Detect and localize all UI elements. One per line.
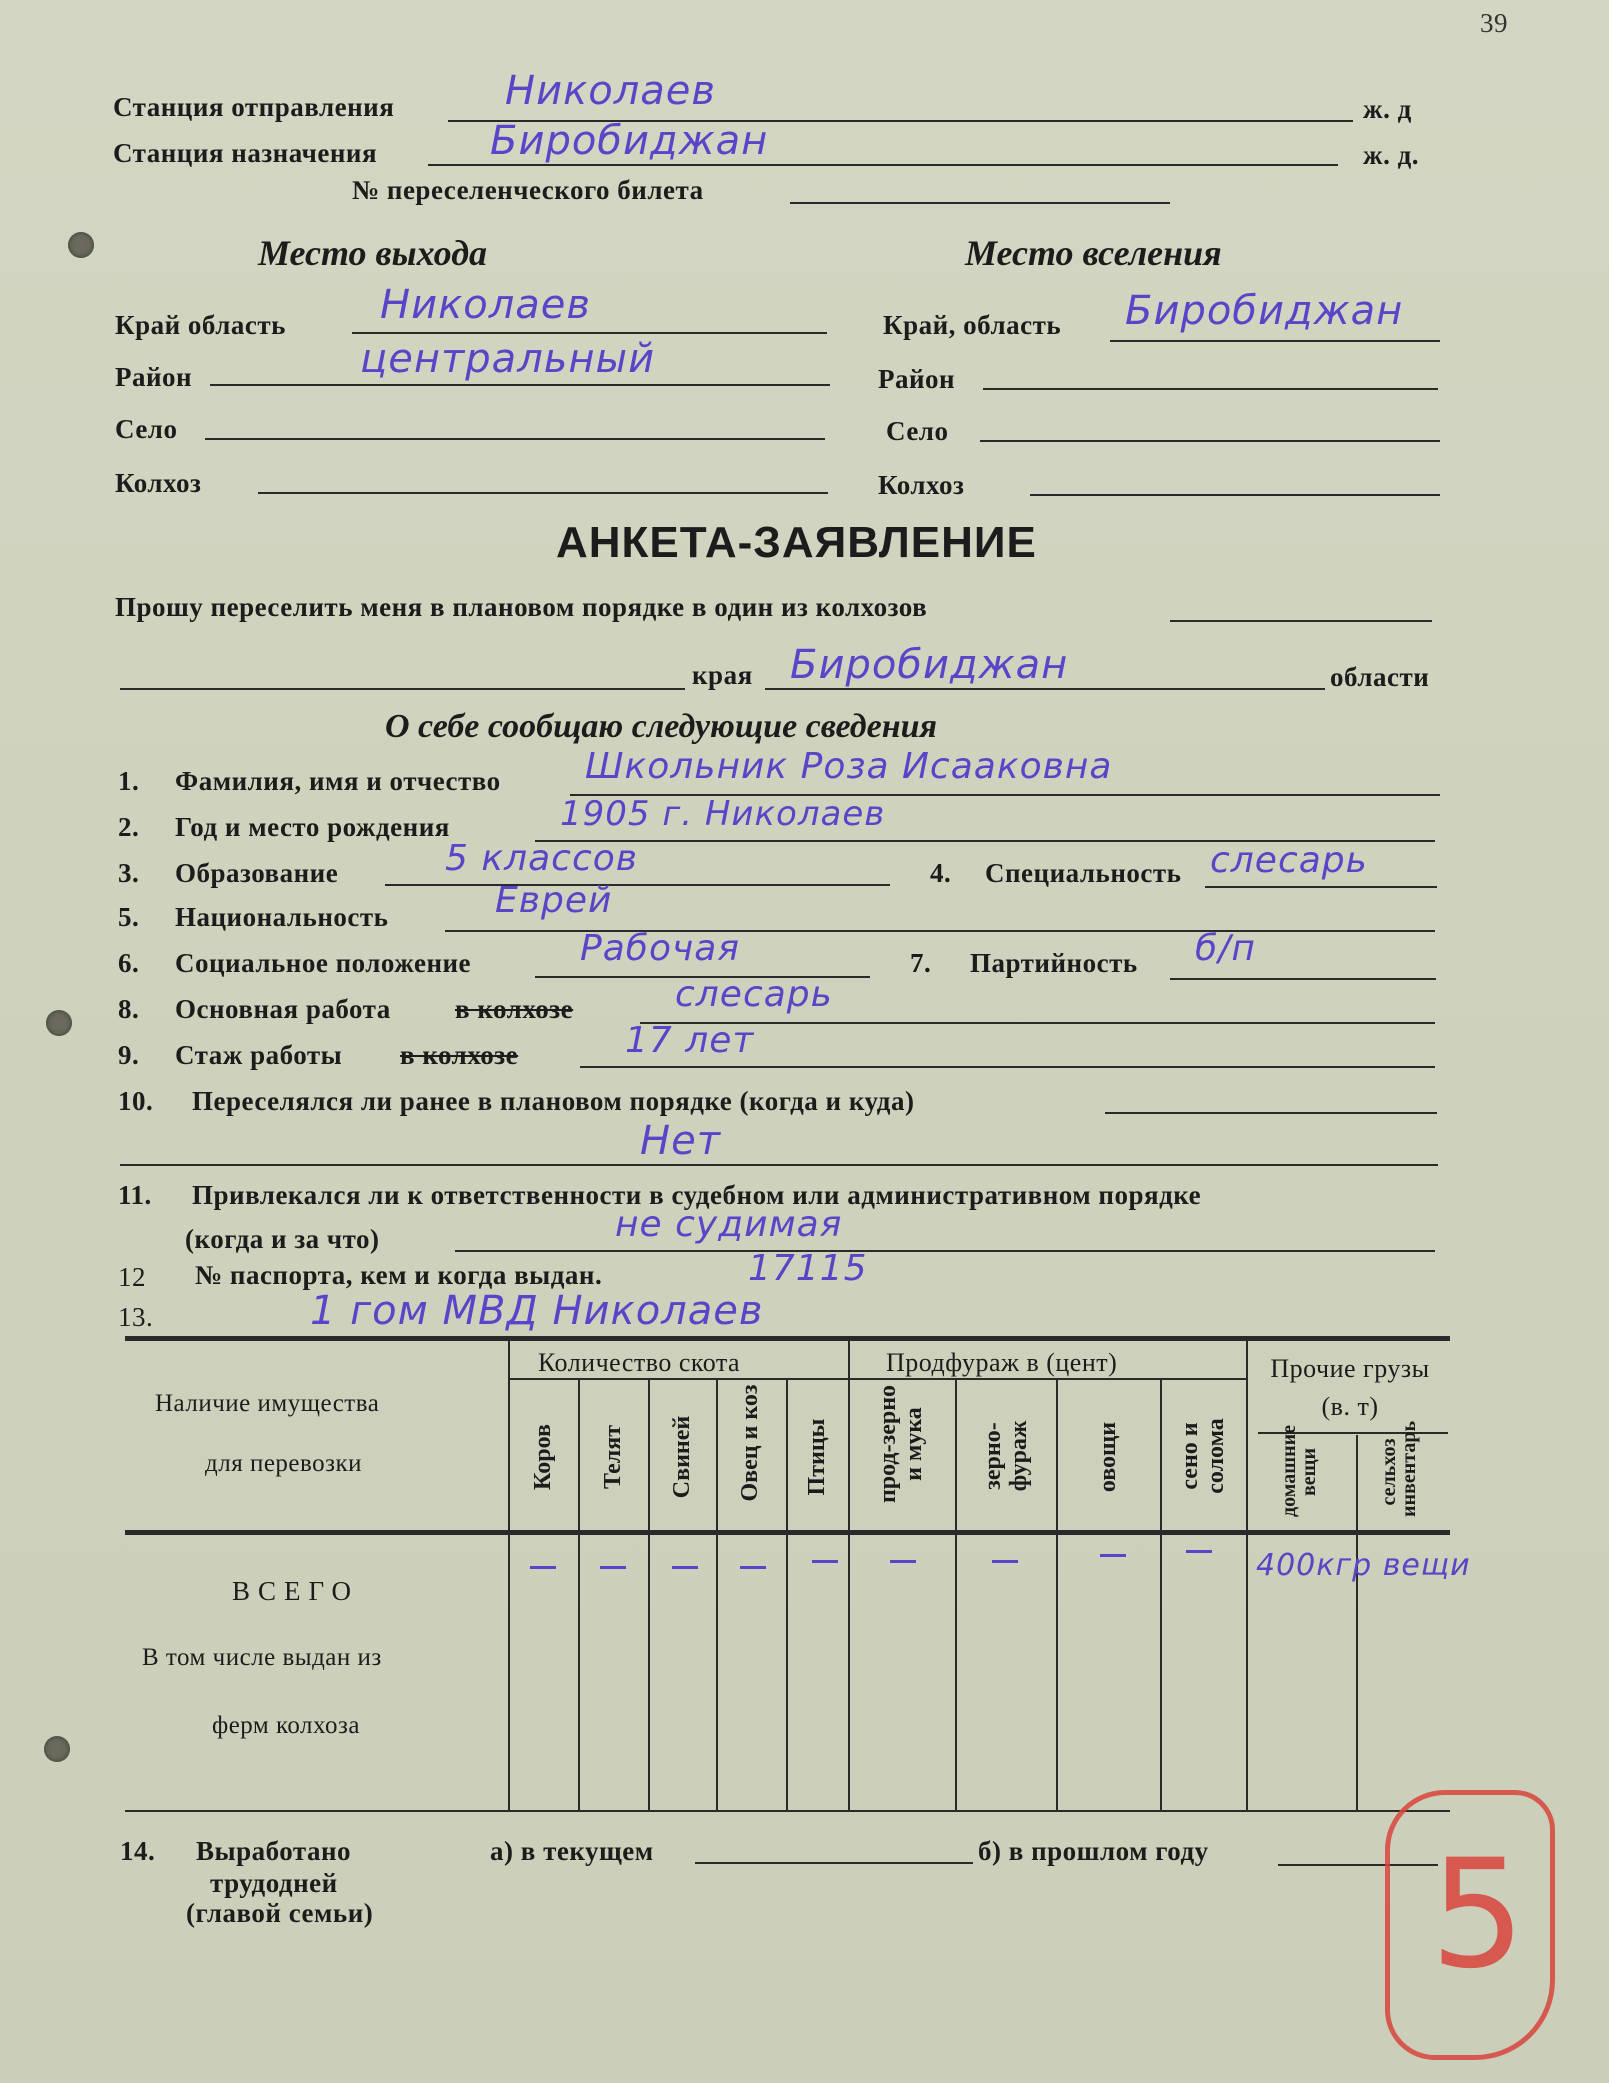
table-row-header-2: для перевозки [205,1450,363,1477]
request-oblasti: области [1330,662,1430,692]
punch-hole-1 [68,232,94,258]
request-kraya: края [692,660,753,690]
origin-district-value: центральный [360,336,656,382]
f4-value: слесарь [1210,840,1368,881]
red-stamp-mark [1385,1790,1555,2060]
stamp-text: 5 [1430,1828,1526,2002]
origin-village-label: Село [115,414,178,444]
f7-label: Партийность [970,948,1138,978]
punch-hole-3 [44,1736,70,1762]
f8-value: слесарь [675,974,833,1015]
destination-region-value: Биробиджан [1125,288,1404,334]
f12-num: 12 [118,1262,146,1292]
origin-region-value: Николаев [380,282,591,328]
col-cows: Коров [530,1424,556,1490]
total-other-value: 400кгр вещи [1256,1548,1471,1583]
station-from-suffix: ж. д [1363,94,1412,124]
request-text: Прошу переселить меня в плановом порядке в один из колхозов [115,592,928,622]
f9-label: Стаж работы [175,1040,343,1070]
f13-value: 1 гом МВД Николаев [310,1288,764,1334]
f6-num: 6. [118,948,140,978]
f14-past: б) в прошлом году [978,1836,1209,1866]
f14-label-3: (главой семьи) [186,1898,374,1928]
about-heading: О себе сообщаю следующие сведения [385,708,938,745]
destination-region-label: Край, область [883,310,1062,340]
f14-label-1: Выработано [196,1836,352,1866]
station-from-label: Станция отправления [113,92,395,122]
f12-value: 17115 [748,1248,868,1289]
f9-num: 9. [118,1040,140,1070]
destination-kolkhoz-label: Колхоз [878,470,965,500]
f4-num: 4. [930,858,952,888]
f6-value: Рабочая [580,928,740,969]
col-calves: Телят [600,1425,626,1489]
f14-label-2: трудодней [210,1868,338,1898]
request-oblast-value: Биробиджан [790,642,1069,688]
row-issued-2: ферм колхоза [212,1712,361,1739]
f2-label: Год и место рождения [175,812,450,842]
row-issued-1: В том числе выдан из [142,1644,382,1671]
col-birds: Птицы [804,1418,830,1496]
f6-label: Социальное положение [175,948,472,978]
f11-label: Привлекался ли к ответственности в судебном или административном порядке [192,1180,1202,1210]
col-vegetables: овощи [1095,1421,1121,1493]
f4-label: Специальность [985,858,1182,888]
group-other: Прочие грузы (в. т) [1270,1354,1430,1421]
col-grain-fodder: зерно-фураж [980,1420,1032,1492]
destination-heading: Место вселения [965,233,1222,273]
f1-num: 1. [118,766,140,796]
f5-value: Еврей [495,880,613,921]
f10-num: 10. [118,1086,154,1116]
f10-label: Переселялся ли ранее в плановом порядке (когда и куда) [192,1086,915,1116]
f8-num: 8. [118,994,140,1024]
form-title: АНКЕТА-ЗАЯВЛЕНИЕ [556,518,1037,567]
destination-district-label: Район [878,364,956,394]
col-hay-straw: сено и солома [1177,1418,1229,1494]
f1-label: Фамилия, имя и отчество [175,766,501,796]
f3-label: Образование [175,858,339,888]
f14-num: 14. [120,1836,156,1866]
station-from-value: Николаев [505,68,716,114]
f13-num: 13. [118,1302,154,1332]
f11-num: 11. [118,1180,152,1210]
station-to-value: Биробиджан [490,118,769,164]
f11-label2: (когда и за что) [185,1224,380,1254]
f12-label: № паспорта, кем и когда выдан. [195,1260,603,1290]
corner-number: 39 [1480,8,1508,38]
f5-num: 5. [118,902,140,932]
origin-region-label: Край область [115,310,286,340]
f8-struck: в колхозе [455,994,574,1024]
col-pigs: Свиней [669,1415,695,1499]
f10-value: Нет [640,1118,721,1164]
origin-heading: Место выхода [258,233,488,273]
f3-value: 5 классов [445,838,638,879]
f14-current: а) в текущем [490,1836,654,1866]
f5-label: Национальность [175,902,389,932]
f11-value: не судимая [615,1204,843,1245]
f8-label: Основная работа [175,994,391,1024]
f3-num: 3. [118,858,140,888]
station-to-label: Станция назначения [113,138,378,168]
col-grain-flour: прод-зерно и мука [875,1384,927,1504]
f7-value: б/п [1195,928,1256,969]
f9-value: 17 лет [625,1020,755,1061]
col-sheep: Овец и коз [737,1384,763,1502]
table-row-header-1: Наличие имущества [155,1390,380,1417]
col-farm-tools: сельхоз инвентарь [1378,1420,1420,1517]
row-total: ВСЕГО [232,1576,359,1606]
origin-district-label: Район [115,362,193,392]
f2-value: 1905 г. Николаев [560,794,886,834]
group-feed: Продфураж в (цент) [886,1348,1118,1377]
ticket-label: № переселенческого билета [352,175,704,205]
f1-value: Школьник Роза Исааковна [585,746,1113,787]
col-household: домашние вещи [1278,1424,1320,1517]
origin-kolkhoz-label: Колхоз [115,468,202,498]
f7-num: 7. [910,948,932,978]
group-livestock: Количество скота [538,1348,741,1377]
punch-hole-2 [46,1010,72,1036]
f9-struck: в колхозе [400,1040,519,1070]
destination-village-label: Село [886,416,949,446]
f2-num: 2. [118,812,140,842]
station-to-suffix: ж. д. [1363,140,1419,170]
